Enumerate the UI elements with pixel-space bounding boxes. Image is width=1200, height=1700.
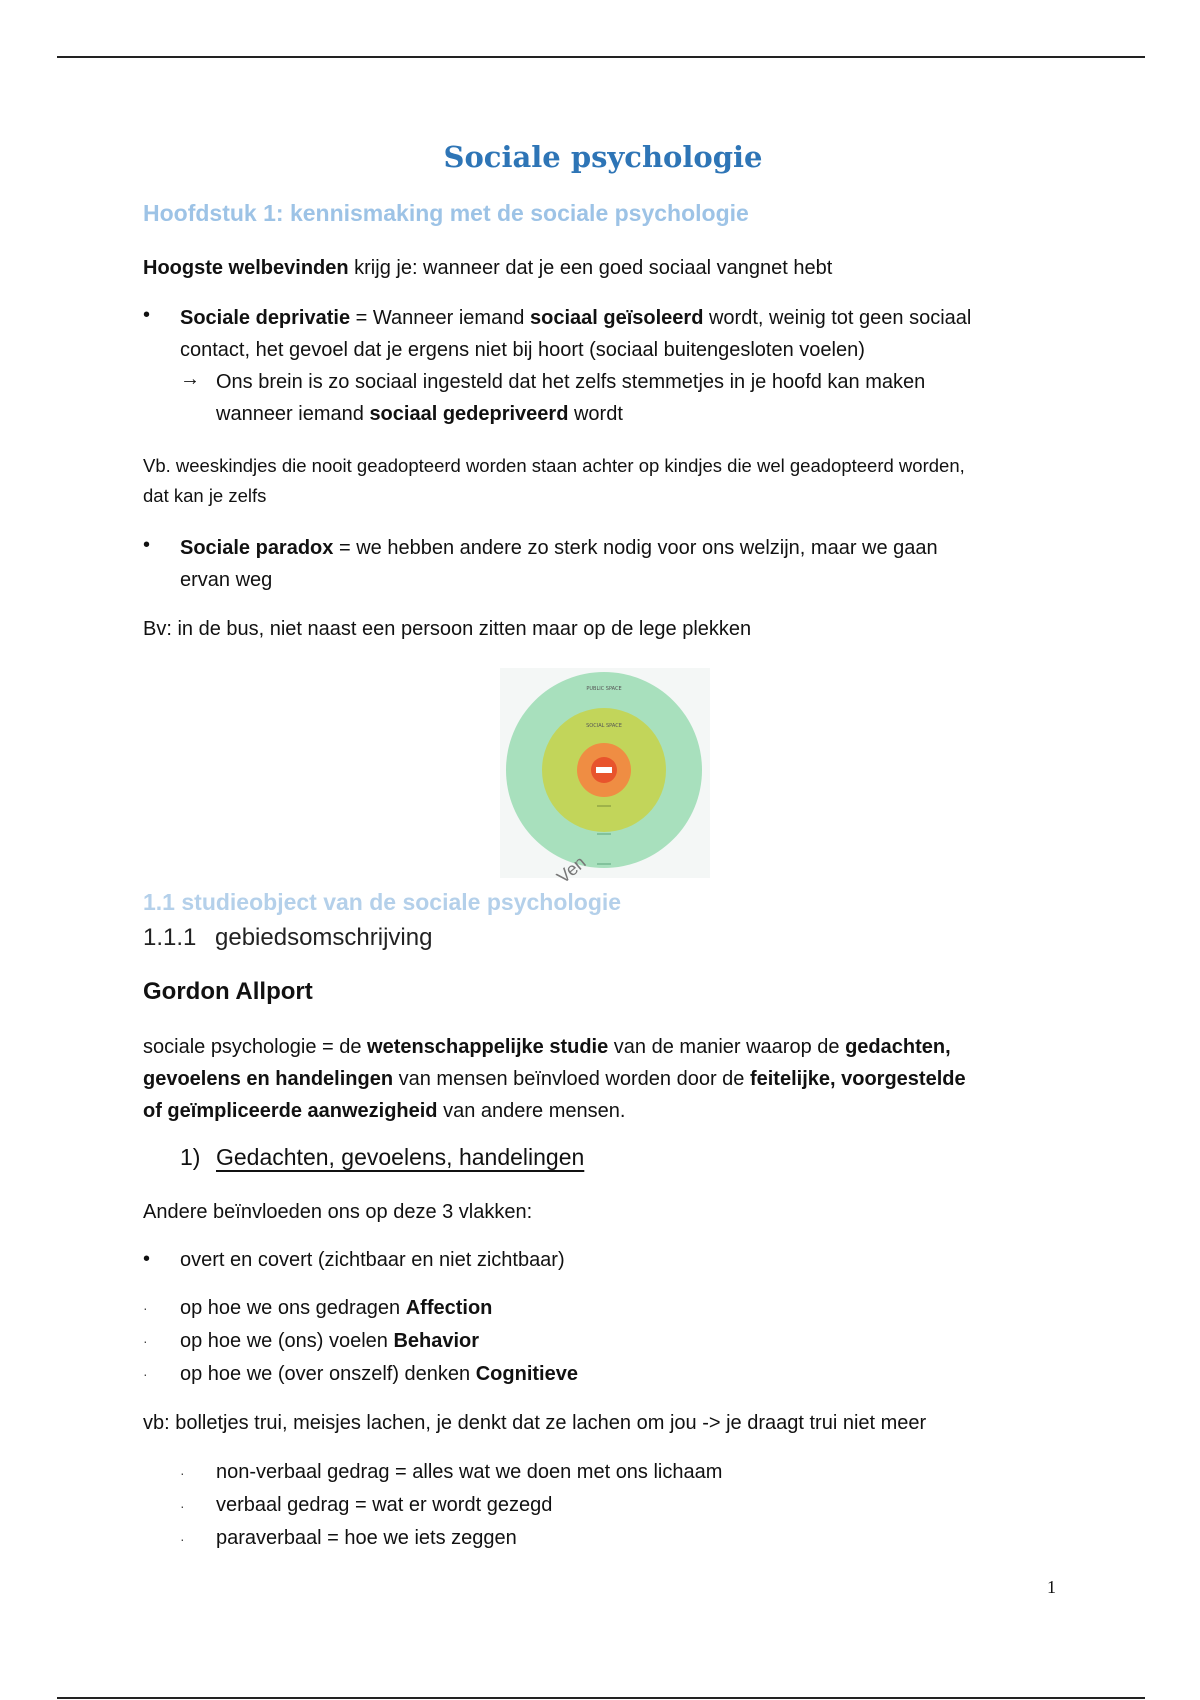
bullet: · [180,1531,185,1547]
center-figure [596,767,612,773]
behaviour-item: verbaal gedrag = wat er wordt gezegd [216,1494,553,1516]
abc-text: op hoe we ons gedragen [180,1297,406,1319]
definition-paragraph [143,1031,1063,1127]
paradox-text: = we hebben andere zo sterk nodig voor ons welzijn, maar we gaan [333,537,938,559]
example-line-2: dat kan je zelfs [143,485,267,506]
def-text: van andere mensen. [437,1100,626,1122]
subsection-heading [143,924,432,952]
deprivatie-text: = Wanneer iemand [350,307,530,329]
overt-item: overt en covert (zichtbaar en niet zichtbaar) [180,1249,565,1271]
bullet: · [180,1465,185,1481]
def-text: sociale psychologie = de [143,1036,368,1058]
watermark: Ven [553,852,590,888]
influence-intro: Andere beïnvloeden ons op deze 3 vlakken: [143,1201,533,1223]
behaviour-item: non-verbaal gedrag = alles wat we doen met ons lichaam [216,1461,723,1483]
public-space-label: PUBLIC SPACE [586,686,622,692]
example-trui: vb: bolletjes trui, meisjes lachen, je denkt dat ze lachen om jou -> je draagt trui niet meer [143,1412,927,1434]
point-1-heading [180,1144,584,1171]
subpoint-text-end: wordt [568,403,623,425]
point-number: 1) [180,1144,201,1170]
bullet: • [143,534,151,556]
abc-text: op hoe we (over onszelf) denken [180,1363,476,1385]
chapter-heading: Hoofdstuk 1: kennismaking met de sociale psychologie [143,200,749,226]
abc-bold: Behavior [393,1330,480,1352]
def-text: van mensen beïnvloed worden door de [393,1068,750,1090]
deprivatie-term: Sociale deprivatie [180,307,351,329]
example-line-1: Vb. weeskindjes die nooit geadopteerd worden staan achter op kindjes die wel geadopteerd worden, [143,455,965,476]
bullet: • [143,1248,151,1270]
intro-bold: Hoogste welbevinden [143,257,349,279]
abc-bold: Cognitieve [475,1363,578,1385]
deprivatie-bold: sociaal geïsoleerd [530,307,704,329]
intro-paragraph [143,252,832,284]
subsection-label: gebiedsomschrijving [215,924,433,951]
point-label: Gedachten, gevoelens, handelingen [216,1144,585,1170]
example-bus: Bv: in de bus, niet naast een persoon zitten maar op de lege plekken [143,618,752,640]
abc-text: op hoe we (ons) voelen [180,1330,394,1352]
deprivatie-line-2: contact, het gevoel dat je ergens niet bij hoort (sociaal buitengesloten voelen) [180,339,865,361]
subpoint-line-1: Ons brein is zo sociaal ingesteld dat het zelfs stemmetjes in je hoofd kan maken [216,371,926,393]
def-bold: of geïmpliceerde aanwezigheid [143,1100,438,1122]
document-title: Sociale psychologie [443,140,763,174]
paradox-term: Sociale paradox [180,537,334,559]
abc-item [180,1292,1060,1324]
def-bold: feitelijke, voorgestelde [749,1068,966,1090]
abc-item [180,1325,1060,1357]
bullet: · [143,1366,148,1382]
example-weeskindjes [143,451,1063,511]
def-bold: gevoelens en handelingen [143,1068,394,1090]
deprivatie-subpoint [216,366,1056,430]
bullet: · [143,1300,148,1316]
author-heading: Gordon Allport [143,978,313,1005]
abc-item [180,1358,1060,1390]
subsection-number: 1.1.1 [143,924,197,951]
bullet: · [143,1333,148,1349]
bottom-rule [57,1697,1145,1699]
def-bold: gedachten, [845,1036,951,1058]
top-rule [57,56,1145,58]
abc-bold: Affection [405,1297,493,1319]
intro-text: krijg je: wanneer dat je een goed sociaal vangnet hebt [348,257,833,279]
bullet: · [180,1498,185,1514]
section-heading: 1.1 studieobject van de sociale psychologie [143,889,622,915]
bullet: • [143,304,151,326]
page-number: 1 [1047,1577,1056,1597]
social-space-label: SOCIAL SPACE [586,723,622,729]
deprivatie-text-2: wordt, weinig tot geen sociaal [703,307,972,329]
def-bold: wetenschappelijke studie [367,1036,609,1058]
subpoint-text: wanneer iemand [216,403,370,425]
behaviour-item: paraverbaal = hoe we iets zeggen [216,1527,517,1549]
subpoint-bold: sociaal gedepriveerd [369,403,569,425]
proxemics-diagram [500,668,710,878]
arrow-icon: → [180,368,200,390]
paradox-line-2: ervan weg [180,569,273,591]
def-text: van de manier waarop de [608,1036,846,1058]
